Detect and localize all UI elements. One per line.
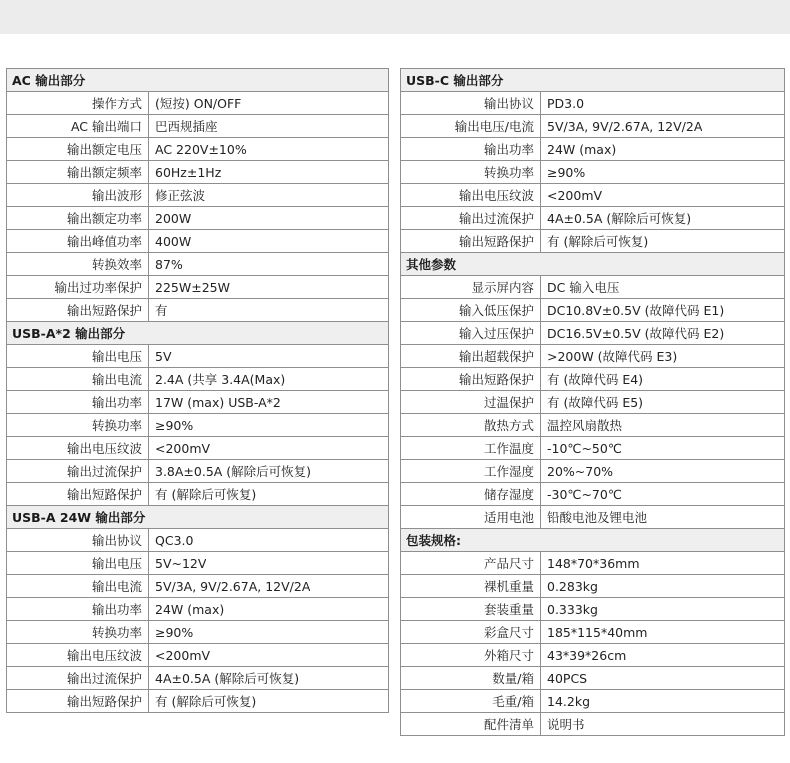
spec-label: 输出峰值功率 bbox=[7, 230, 149, 252]
spec-value: 400W bbox=[155, 233, 192, 249]
spec-label: 输出电压纹波 bbox=[7, 437, 149, 459]
spec-value: 5V bbox=[155, 348, 172, 364]
spec-row bbox=[401, 552, 784, 575]
spec-row bbox=[401, 483, 784, 506]
spec-label: 输入过压保护 bbox=[401, 322, 541, 344]
spec-value: 17W (max) USB-A*2 bbox=[155, 394, 281, 410]
spec-value: 5V/3A, 9V/2.67A, 12V/2A bbox=[155, 578, 311, 594]
spec-value: 4A±0.5A (解除后可恢复) bbox=[155, 671, 300, 686]
spec-value: 说明书 bbox=[547, 717, 585, 732]
spec-row bbox=[7, 575, 388, 598]
spec-row bbox=[401, 207, 784, 230]
spec-value: 有 bbox=[155, 303, 168, 318]
spec-label: 输出波形 bbox=[7, 184, 149, 206]
spec-label: 输出过功率保护 bbox=[7, 276, 149, 298]
spec-row bbox=[401, 92, 784, 115]
spec-label: 输出电压纹波 bbox=[7, 644, 149, 666]
spec-value: ≥90% bbox=[155, 624, 194, 640]
right-spec-table bbox=[400, 68, 785, 736]
spec-label: AC 输出端口 bbox=[7, 115, 149, 137]
spec-row bbox=[401, 184, 784, 207]
spec-value: 5V~12V bbox=[155, 555, 207, 571]
spec-label: 工作温度 bbox=[401, 437, 541, 459]
spec-label: 输出协议 bbox=[7, 529, 149, 551]
spec-label: 转换功率 bbox=[7, 621, 149, 643]
spec-value: DC 输入电压 bbox=[547, 280, 620, 295]
spec-row bbox=[7, 644, 388, 667]
spec-row bbox=[7, 299, 388, 322]
spec-label: 输出电流 bbox=[7, 368, 149, 390]
spec-row bbox=[401, 115, 784, 138]
spec-label: 输出协议 bbox=[401, 92, 541, 114]
spec-label: 输出额定频率 bbox=[7, 161, 149, 183]
spec-value: 有 (故障代码 E4) bbox=[547, 372, 644, 387]
spec-value: <200mV bbox=[547, 187, 603, 203]
spec-label: 输出电流 bbox=[7, 575, 149, 597]
spec-row bbox=[401, 391, 784, 414]
spec-label: 输入低压保护 bbox=[401, 299, 541, 321]
spec-label: 输出电压纹波 bbox=[401, 184, 541, 206]
spec-label: 显示屏内容 bbox=[401, 276, 541, 298]
spec-value: 修正弦波 bbox=[155, 188, 206, 203]
spec-row bbox=[7, 138, 388, 161]
spec-row bbox=[7, 460, 388, 483]
spec-label: 过温保护 bbox=[401, 391, 541, 413]
section-header-usba24: USB-A 24W 输出部分 bbox=[7, 506, 388, 529]
spec-value: >200W (故障代码 E3) bbox=[547, 349, 678, 364]
spec-value: 巴西规插座 bbox=[155, 119, 218, 134]
spec-value: 4A±0.5A (解除后可恢复) bbox=[547, 211, 692, 226]
spec-value: <200mV bbox=[155, 440, 211, 456]
spec-value: <200mV bbox=[155, 647, 211, 663]
spec-label: 操作方式 bbox=[7, 92, 149, 114]
spec-row bbox=[7, 598, 388, 621]
spec-label: 输出额定功率 bbox=[7, 207, 149, 229]
spec-value: ≥90% bbox=[547, 164, 586, 180]
spec-label: 输出功率 bbox=[7, 391, 149, 413]
spec-label: 输出短路保护 bbox=[7, 299, 149, 321]
spec-row bbox=[7, 667, 388, 690]
spec-label: 输出电压 bbox=[7, 345, 149, 367]
spec-row bbox=[7, 207, 388, 230]
spec-row bbox=[401, 690, 784, 713]
section-header-pack: 包装规格: bbox=[401, 529, 784, 552]
spec-label: 输出额定电压 bbox=[7, 138, 149, 160]
spec-value: 225W±25W bbox=[155, 279, 230, 295]
spec-row bbox=[7, 368, 388, 391]
spec-value: 200W bbox=[155, 210, 192, 226]
spec-label: 套装重量 bbox=[401, 598, 541, 620]
spec-row bbox=[401, 345, 784, 368]
spec-label: 输出过流保护 bbox=[401, 207, 541, 229]
spec-row bbox=[401, 667, 784, 690]
spec-value: 5V/3A, 9V/2.67A, 12V/2A bbox=[547, 118, 703, 134]
spec-row bbox=[7, 230, 388, 253]
spec-row bbox=[401, 575, 784, 598]
spec-value: 0.283kg bbox=[547, 578, 598, 594]
spec-value: 2.4A (共享 3.4A(Max) bbox=[155, 372, 286, 387]
spec-label: 输出电压/电流 bbox=[401, 115, 541, 137]
spec-label: 毛重/箱 bbox=[401, 690, 541, 712]
spec-row bbox=[401, 276, 784, 299]
spec-label: 外箱尺寸 bbox=[401, 644, 541, 666]
spec-row bbox=[7, 115, 388, 138]
spec-label: 转换效率 bbox=[7, 253, 149, 275]
spec-value: 有 (解除后可恢复) bbox=[155, 694, 257, 709]
spec-label: 输出电压 bbox=[7, 552, 149, 574]
spec-row bbox=[7, 690, 388, 713]
spec-row bbox=[7, 92, 388, 115]
spec-row bbox=[7, 621, 388, 644]
spec-value: 铅酸电池及锂电池 bbox=[547, 510, 648, 525]
spec-row bbox=[401, 299, 784, 322]
spec-value: -30℃~70℃ bbox=[547, 486, 622, 502]
spec-label: 输出过流保护 bbox=[7, 460, 149, 482]
spec-value: 0.333kg bbox=[547, 601, 598, 617]
spec-label: 储存湿度 bbox=[401, 483, 541, 505]
spec-row bbox=[401, 230, 784, 253]
spec-row bbox=[401, 138, 784, 161]
spec-value: 3.8A±0.5A (解除后可恢复) bbox=[155, 464, 312, 479]
spec-row bbox=[401, 644, 784, 667]
spec-value: DC10.8V±0.5V (故障代码 E1) bbox=[547, 303, 725, 318]
spec-value: 14.2kg bbox=[547, 693, 591, 709]
spec-value: 有 (故障代码 E5) bbox=[547, 395, 644, 410]
spec-row bbox=[401, 322, 784, 345]
spec-label: 适用电池 bbox=[401, 506, 541, 528]
spec-value: 87% bbox=[155, 256, 183, 272]
spec-label: 裸机重量 bbox=[401, 575, 541, 597]
spec-label: 转换功率 bbox=[401, 161, 541, 183]
spec-row bbox=[401, 161, 784, 184]
spec-value: 温控风扇散热 bbox=[547, 418, 623, 433]
section-header-usbc: USB-C 输出部分 bbox=[401, 69, 784, 92]
spec-value: 24W (max) bbox=[547, 141, 617, 157]
spec-label: 输出过流保护 bbox=[7, 667, 149, 689]
spec-row bbox=[401, 598, 784, 621]
spec-row bbox=[7, 529, 388, 552]
spec-label: 数量/箱 bbox=[401, 667, 541, 689]
spec-row bbox=[7, 184, 388, 207]
spec-label: 产品尺寸 bbox=[401, 552, 541, 574]
spec-value: 24W (max) bbox=[155, 601, 225, 617]
section-header-usba2: USB-A*2 输出部分 bbox=[7, 322, 388, 345]
spec-label: 输出短路保护 bbox=[7, 483, 149, 505]
spec-value: (短按) ON/OFF bbox=[155, 96, 242, 111]
spec-value: 43*39*26cm bbox=[547, 647, 627, 663]
spec-row bbox=[7, 483, 388, 506]
spec-row bbox=[401, 460, 784, 483]
spec-label: 输出功率 bbox=[401, 138, 541, 160]
spec-row bbox=[401, 414, 784, 437]
spec-row bbox=[401, 713, 784, 736]
spec-label: 输出短路保护 bbox=[401, 368, 541, 390]
spec-label: 彩盒尺寸 bbox=[401, 621, 541, 643]
section-header-other: 其他参数 bbox=[401, 253, 784, 276]
spec-row bbox=[7, 345, 388, 368]
spec-row bbox=[401, 506, 784, 529]
spec-value: 20%~70% bbox=[547, 463, 614, 479]
spec-value: AC 220V±10% bbox=[155, 141, 247, 157]
spec-label: 配件清单 bbox=[401, 713, 541, 735]
spec-value: 185*115*40mm bbox=[547, 624, 648, 640]
spec-value: 60Hz±1Hz bbox=[155, 164, 222, 180]
spec-row bbox=[401, 368, 784, 391]
spec-row bbox=[7, 253, 388, 276]
spec-value: 148*70*36mm bbox=[547, 555, 640, 571]
spec-value: ≥90% bbox=[155, 417, 194, 433]
top-banner bbox=[0, 0, 790, 34]
spec-row bbox=[7, 437, 388, 460]
spec-value: 有 (解除后可恢复) bbox=[155, 487, 257, 502]
spec-value: -10℃~50℃ bbox=[547, 440, 622, 456]
section-header-ac: AC 输出部分 bbox=[7, 69, 388, 92]
spec-label: 输出短路保护 bbox=[401, 230, 541, 252]
spec-value: QC3.0 bbox=[155, 532, 194, 548]
left-spec-table bbox=[6, 68, 389, 713]
spec-label: 散热方式 bbox=[401, 414, 541, 436]
spec-value: DC16.5V±0.5V (故障代码 E2) bbox=[547, 326, 725, 341]
spec-row bbox=[7, 391, 388, 414]
spec-row bbox=[7, 552, 388, 575]
spec-label: 输出功率 bbox=[7, 598, 149, 620]
spec-label: 输出超载保护 bbox=[401, 345, 541, 367]
spec-label: 转换功率 bbox=[7, 414, 149, 436]
spec-label: 工作湿度 bbox=[401, 460, 541, 482]
spec-value: 40PCS bbox=[547, 670, 588, 686]
spec-label: 输出短路保护 bbox=[7, 690, 149, 712]
spec-value: PD3.0 bbox=[547, 95, 585, 111]
spec-row bbox=[401, 437, 784, 460]
spec-row bbox=[7, 161, 388, 184]
spec-row bbox=[7, 276, 388, 299]
spec-value: 有 (解除后可恢复) bbox=[547, 234, 649, 249]
spec-row bbox=[401, 621, 784, 644]
spec-row bbox=[7, 414, 388, 437]
